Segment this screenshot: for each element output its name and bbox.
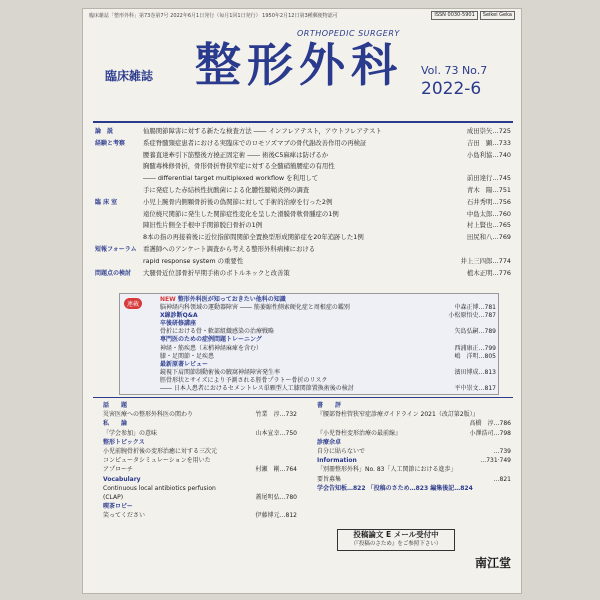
toc-entry [311,475,511,484]
entry-author-page: 竹業 淳…732 [255,411,297,419]
entry-title: 小児前腕骨折後の変形治癒に対する三次元 [103,448,218,456]
entry-author-page: 植木正明…776 [466,268,511,277]
entry-author-page: 平中崇文…817 [454,385,496,393]
volume-number: Vol. 73 No.7 [421,64,488,77]
entry-title: 書 評 [317,402,342,409]
entry-title: 要旨募集 [317,475,342,483]
entry-title: 仙腸関節障害に対する新たな検査方法 ―― インフレアテスト，アウトフレアテスト [143,127,382,135]
toc-entry [95,209,511,221]
entry-author-page: 小松原悟史…787 [448,312,496,320]
toc-entry [95,138,511,150]
entry-title: 脛骨形状とサイズにより予測される脛骨プラトー骨折のリスク [160,376,328,384]
toc-entry [95,268,511,280]
entry-author-page: 西浦康正…799 [454,344,496,352]
entry-author-page: …821 [493,475,511,483]
entry-title: アプローチ [103,466,134,474]
toc-entry [95,220,511,232]
entry-title: 骨折における骨・軟部組織感染の治療戦略 [160,328,275,336]
entry-author-page: 濱田博成…813 [454,368,496,376]
publisher-name: 南江堂 [474,556,511,570]
toc-entry [160,336,496,344]
series-label: 臨床雑誌 [105,69,154,83]
entry-author-page: 成田崇矢…725 [466,127,511,135]
entry-title: 陳旧性片側全手根中手関節脱臼骨折の1例 [143,221,263,230]
divider-top [93,121,513,123]
entry-title: 専門医のための症例問題トレーニング [160,336,262,344]
toc-entry [311,456,511,465]
entry-title: コンピュータシミュレーションを用いた [103,457,211,465]
entry-title: 小児上腕骨内側顆骨折後の偽関節に対して手術的治療を行った2例 [143,197,333,206]
toc-entry [95,232,511,244]
toc-entry [311,429,511,438]
entry-title: 最新原著レビュー [160,360,209,368]
toc-entry [95,256,511,268]
entry-title: Vocabulary [103,475,141,483]
entry-title: 胸髄毒株修骨折，骨形骨折脊狭窄症に対する全髄硝簡腰症の有用性 [143,162,335,171]
toc-entry [95,197,511,209]
toc-entry [311,410,511,419]
entry-title: 遠位橈尺関節に発生した関節症性変化を呈した滑膜骨軟骨腫症の1例 [143,209,339,218]
toc-entry [160,304,496,312]
toc-entry [97,410,297,419]
entry-title: 系症脊髄頸症患者における実臨床でのロモソズマブの骨代謝改善作用の再検証 [143,138,367,147]
entry-author-page: 石井秀明…756 [466,197,511,206]
notice-subtext: （『投稿のさため』をご参照下さい） [350,541,442,547]
entry-title: X線診断Q&A [160,312,198,320]
entry-author-page: 髙橋 淳…786 [469,420,511,428]
section-category: 臨 床 室 [95,198,118,206]
toc-entry [97,438,297,447]
divider-bottom [93,397,513,398]
toc-entry [97,511,297,520]
toc-entry [311,401,511,410]
toc-entry [95,185,511,197]
toc-entry [97,475,297,484]
toc-entry [311,465,511,474]
entry-title: 私 論 [103,420,128,428]
entry-title: 手に発症した赤結核性抗酸菌による化膿性腱鞘炎例の調査 [143,185,310,194]
entry-author-page: 伊藤博元…812 [255,512,297,520]
toc-entry [311,438,511,447]
entry-title: 診療余卓 [317,438,342,446]
entry-title: Continuous local antibiotics perfusion [103,484,216,492]
entry-title: 8本の指の再接着後に近位指節間関節全置換型形成関節症を20年追跡した1例 [143,233,364,242]
entry-author-page: 村瀬 剛…764 [255,466,297,474]
entry-title: (CLAP) [103,494,124,502]
toc-entry [97,429,297,438]
toc-entry [97,465,297,474]
issn-number: ISSN 0030-5901 [431,11,477,20]
entry-title: 大腿骨近位部骨折早期手術のボトルネックと改善策 [143,268,290,277]
entry-author-page: 小澤浩司…798 [469,429,511,437]
toc-entry [95,173,511,185]
toc-entry [97,419,297,428]
toc-entry [97,456,297,465]
toc-entry [160,369,496,377]
toc-entry [97,493,297,502]
entry-author-page: 中島太郎…760 [466,209,511,218]
serial-label: 連載 [124,298,142,309]
toc-entry [311,419,511,428]
toc-entry [311,447,511,456]
toc-entry [97,401,297,410]
entry-title: 膝・足関節・足疾患 [160,352,215,360]
toc-entry [160,353,496,361]
entry-title: 話 題 [103,402,128,409]
entry-title: 学会告知板…822 「投稿のさため…823 編集後記…824 [317,484,473,492]
entry-title: 脳神経内科領域の運動器障害 ―― 筋萎縮性側索硬化症と周根症の鑑別 [160,304,350,312]
entry-author-page: 山本宣幸…750 [255,429,297,437]
entry-title: Information [317,457,357,465]
entry-author-page: 青木 陽…751 [466,185,511,194]
notice-heading: 投稿論文 E メール受付中 [353,530,439,539]
entry-title: 神経・筋疾患（末梢神経麻痺を含む） [160,344,263,352]
submission-notice [337,529,455,551]
magazine-title: 整形外科 [195,38,403,92]
entry-author-page: 中森正博…781 [454,304,496,312]
entry-title: 自分に貼らないで [317,448,366,456]
toc-entry [160,312,496,320]
toc-entry [97,447,297,456]
right-column [311,401,511,493]
toc-entry [160,377,496,385]
entry-author-page: …731·749 [480,457,511,465]
entry-author-page: 吉田 顕…733 [466,138,511,147]
new-tag: NEW [160,296,176,303]
entry-author-page: 井上三四郎…774 [460,256,511,265]
issn-box [431,11,515,20]
entry-author-page: 蓋尾明弘…780 [255,494,297,502]
entry-title: 看護師へのアンケート調査から考える整形外科病棟における [143,244,316,253]
entry-title: 卒後研修講座 [160,320,197,328]
entry-title: 鏡視下肩関節制動術後の腋窩神経障害発生率 [160,368,281,376]
toc-entry [95,161,511,173]
toc-entry [160,361,496,369]
section-category: 論 説 [95,128,114,135]
left-column [97,401,297,521]
entry-title: 喫茶ロビー [103,503,133,511]
entry-title: 整形外科医が知っておきたい他科の知識 [177,296,286,303]
section-category: 短報フォーラム [95,245,137,253]
entry-title: 「学会参加」の意味 [103,429,158,437]
entry-title: 『腰部脊柱管狭窄症診療ガイドライン 2021（改訂第2版）』 [317,411,479,419]
entry-title: 腰養直達牽引下筋整後方撓正固定術 ―― 術後C5麻痺は防げるか [143,150,329,159]
entry-author-page: 小島利協…740 [466,150,511,159]
magazine-cover [82,8,522,594]
toc-entry [160,296,496,304]
entry-title: ―― 日本人患者におけるセメントレス単顆型人工膝関節置換術後の検討 [160,385,354,393]
issue-date: 2022-6 [421,79,482,99]
toc-entry [97,502,297,511]
publication-info-line: 臨床雑誌「整形外科」第73巻第7号 2022年6月1日発行（毎月1回1日発行） 1950年2月12日第3種郵便物認可 [89,13,338,19]
entry-title: 笑ってください [103,512,146,520]
entry-title: 「別冊整形外科」No. 83「人工関節における進歩」 [317,466,457,474]
table-of-contents [95,126,511,279]
toc-entry [95,150,511,162]
entry-author-page: 村上賢也…765 [466,221,511,230]
section-category: 問題点の検討 [95,269,132,277]
toc-entry [311,484,511,493]
entry-title: ―― differential target multiplexed workflow を利用して [143,174,319,183]
entry-title: 災害医療への整形外科医の関わり [103,411,194,419]
serial-box [119,293,499,395]
english-title: ORTHOPEDIC SURGERY [297,29,400,38]
issn-short-title: Seikei Geka [480,11,515,20]
serial-contents [160,296,496,393]
section-category: 経験と考察 [95,139,126,147]
entry-author-page: 前田達行…745 [466,174,511,183]
toc-entry [160,345,496,353]
toc-entry [95,126,511,138]
entry-author-page: 矢島弘嗣…789 [454,328,496,336]
entry-author-page: …739 [493,448,511,456]
entry-title: 『小児脊柱変形治療の最前線』 [317,429,402,437]
entry-author-page: 田尻和八…769 [466,233,511,242]
toc-entry [160,385,496,393]
toc-entry [97,484,297,493]
toc-entry [95,244,511,256]
entry-title: 整形トピックス [103,438,145,446]
entry-author-page: 嶋 洋明…805 [454,352,496,360]
entry-title: rapid response system の重要性 [143,256,244,265]
